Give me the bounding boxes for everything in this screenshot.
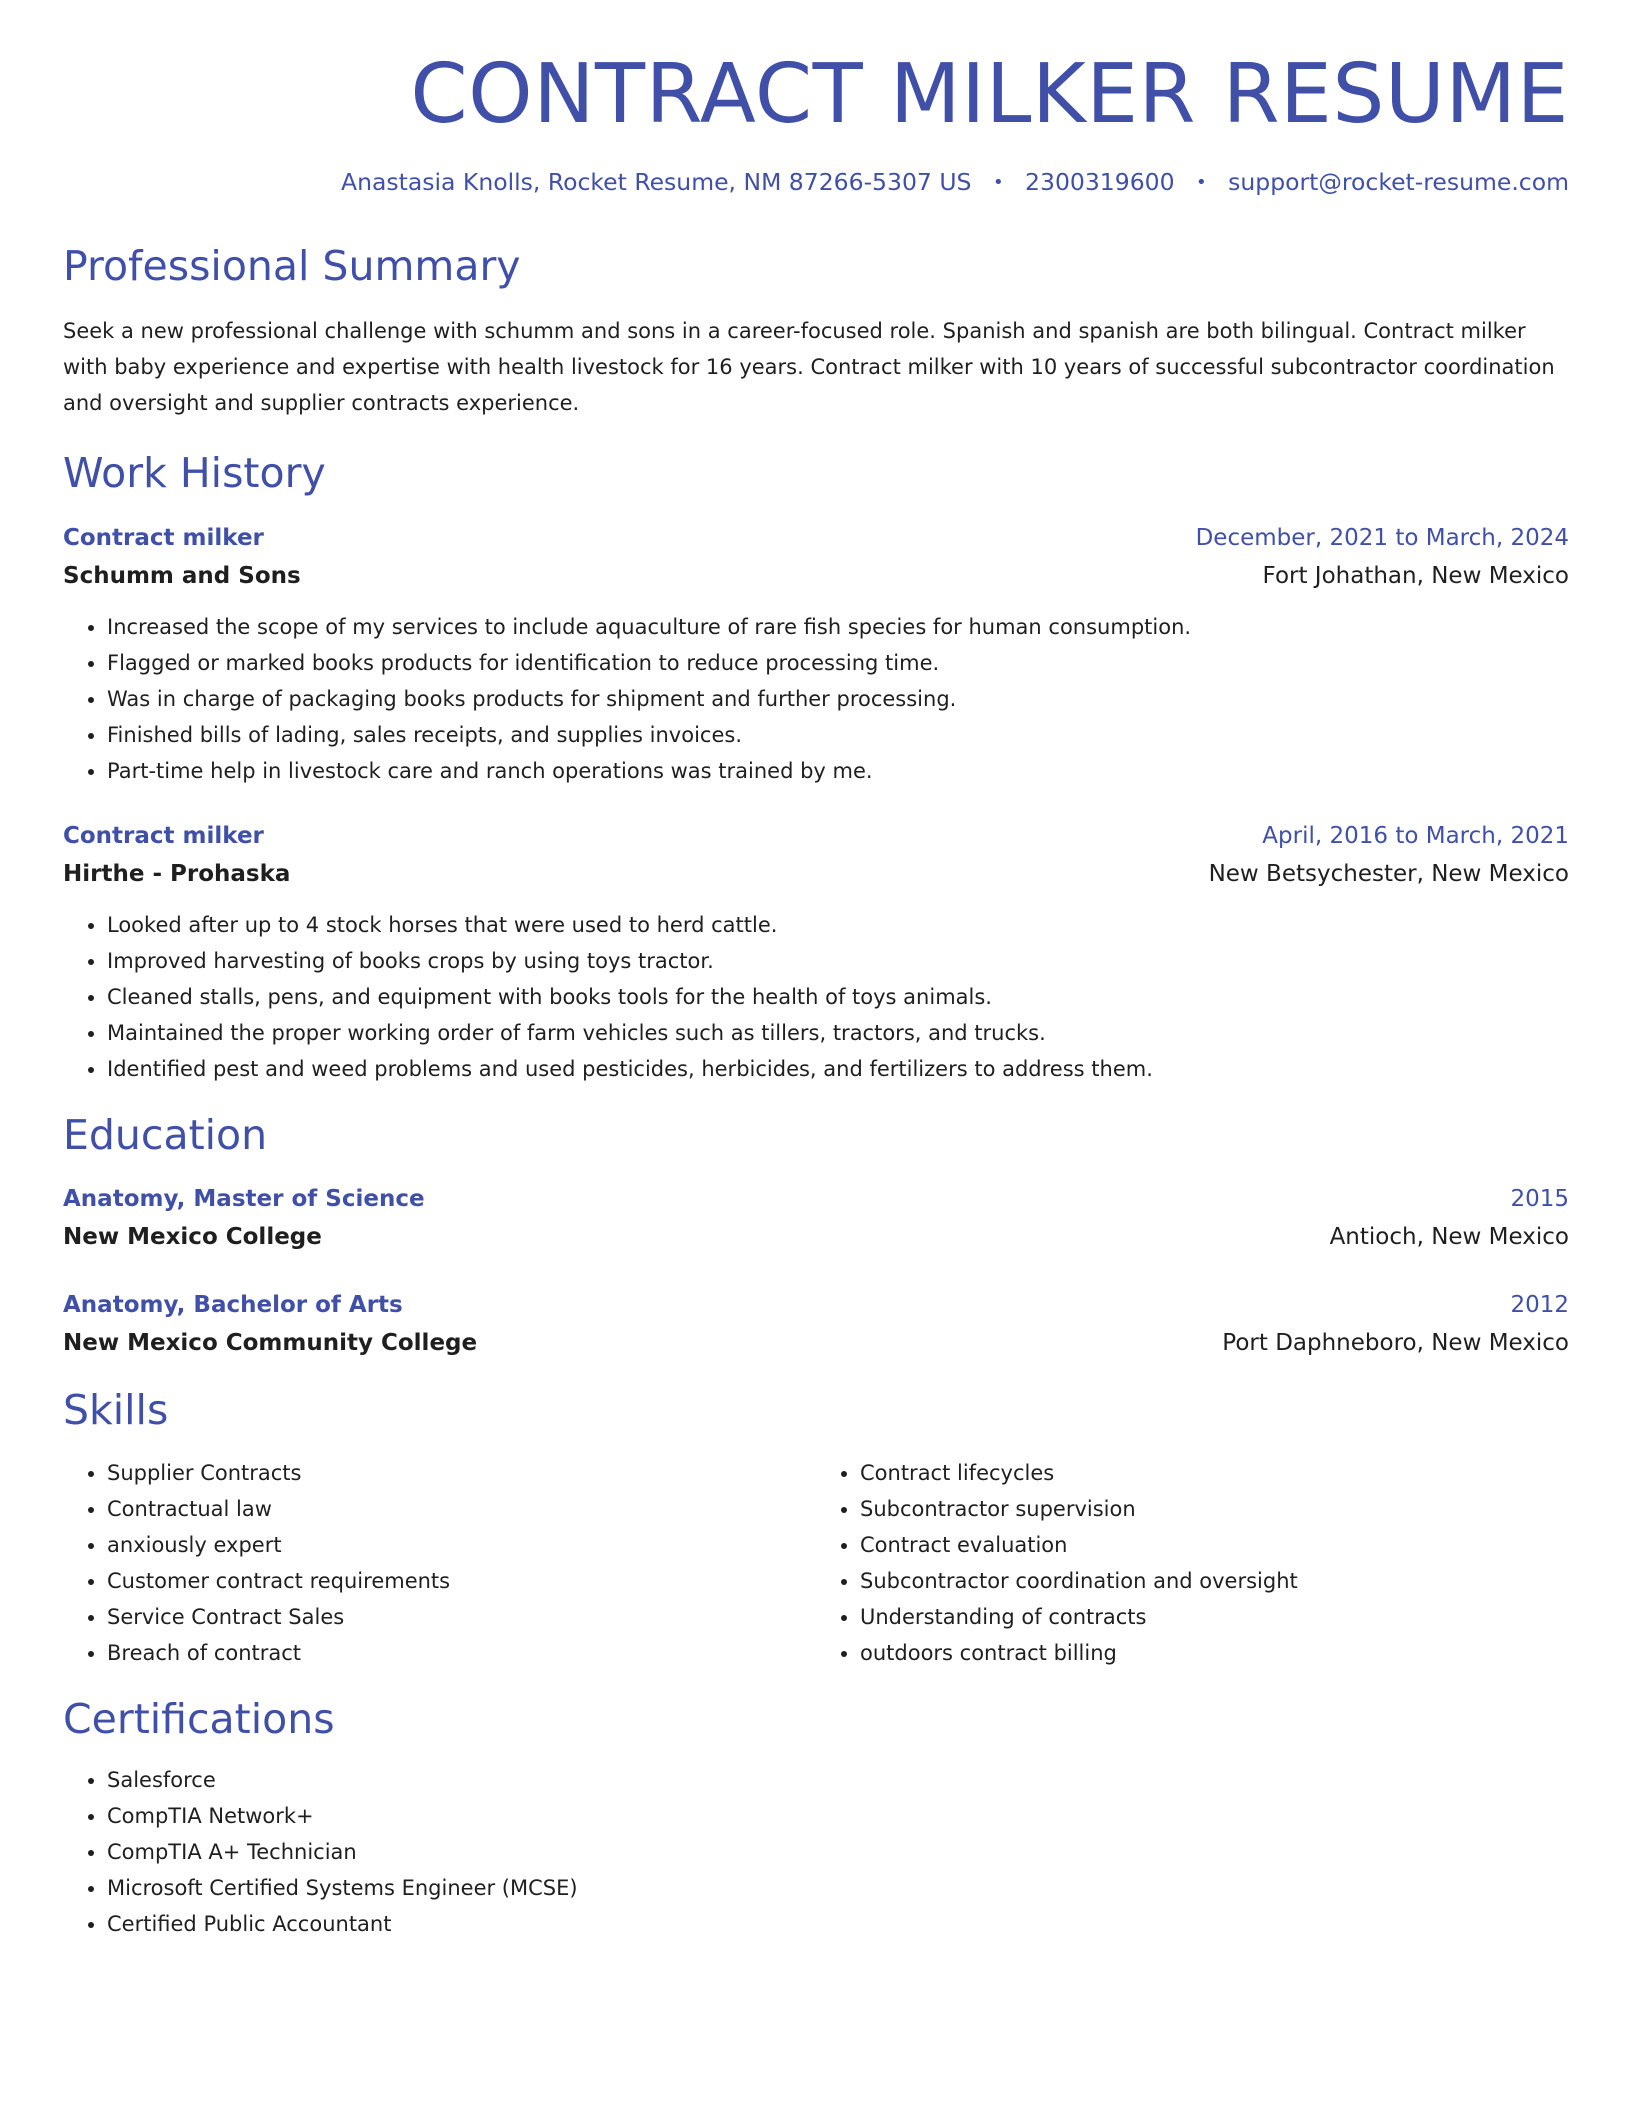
certifications-section: [63, 1695, 1569, 1942]
work-history-heading: Work History: [63, 449, 326, 498]
job-bullets: [63, 609, 1569, 789]
skills-columns: [63, 1455, 1569, 1671]
job-bullet: • Finished bills of lading, sales receipts, and supplies invoices.: [107, 717, 1569, 753]
job-title: Contract milker: [63, 524, 264, 551]
job-company: Hirthe - Prohaska: [63, 860, 291, 887]
job-title: Contract milker: [63, 822, 264, 849]
job-company: Schumm and Sons: [63, 562, 301, 589]
certification-item: • Microsoft Certified Systems Engineer (MCSE): [107, 1870, 1569, 1906]
skill-item: • Contract lifecycles: [860, 1455, 1569, 1491]
certifications-heading: Certifications: [63, 1694, 335, 1743]
education-entry: [63, 1180, 1569, 1256]
skill-item: • Breach of contract: [107, 1635, 816, 1671]
education-entry: [63, 1286, 1569, 1362]
education-location: Port Daphneboro, New Mexico: [1222, 1329, 1569, 1356]
education-year: 2012: [1510, 1291, 1569, 1318]
summary-heading: Professional Summary: [63, 242, 521, 291]
education-year: 2015: [1510, 1185, 1569, 1212]
skill-item: • Contractual law: [107, 1491, 816, 1527]
job-bullet: • Flagged or marked books products for identification to reduce processing time.: [107, 645, 1569, 681]
skills-column-right: [816, 1455, 1569, 1671]
work-history-section: [63, 449, 1569, 1086]
skill-item: • Subcontractor coordination and oversight: [860, 1563, 1569, 1599]
skill-item: • anxiously expert: [107, 1527, 816, 1563]
contact-address: Anastasia Knolls, Rocket Resume, NM 87266-5307 US: [341, 168, 972, 197]
job-bullet: • Improved harvesting of books crops by using toys tractor.: [107, 943, 1569, 979]
certification-item: • CompTIA Network+: [107, 1798, 1569, 1834]
education-school: New Mexico Community College: [63, 1329, 478, 1356]
job-bullet: • Maintained the proper working order of farm vehicles such as tillers, tractors, and trucks.: [107, 1015, 1569, 1051]
skill-item: • Customer contract requirements: [107, 1563, 816, 1599]
education-heading: Education: [63, 1110, 268, 1159]
job-location: Fort Johathan, New Mexico: [1262, 562, 1569, 589]
job-dates: December, 2021 to March, 2024: [1195, 524, 1569, 551]
skill-item: • Understanding of contracts: [860, 1599, 1569, 1635]
contact-line: [63, 168, 1569, 196]
job-bullet: • Identified pest and weed problems and used pesticides, herbicides, and fertilizers to address them.: [107, 1051, 1569, 1087]
skill-item: • Subcontractor supervision: [860, 1491, 1569, 1527]
contact-phone: 2300319600: [1025, 168, 1175, 197]
job-bullet: • Part-time help in livestock care and ranch operations was trained by me.: [107, 753, 1569, 789]
skill-item: • outdoors contract billing: [860, 1635, 1569, 1671]
job-bullet: • Increased the scope of my services to include aquaculture of rare fish species for human consumption.: [107, 609, 1569, 645]
contact-separator: •: [1196, 172, 1207, 194]
certification-item: • Certified Public Accountant: [107, 1906, 1569, 1942]
education-degree: Anatomy, Bachelor of Arts: [63, 1291, 403, 1318]
job-bullet: • Cleaned stalls, pens, and equipment with books tools for the health of toys animals.: [107, 979, 1569, 1015]
skills-heading: Skills: [63, 1385, 169, 1434]
job-bullets: [63, 907, 1569, 1087]
skill-item: • Contract evaluation: [860, 1527, 1569, 1563]
certification-item: • CompTIA A+ Technician: [107, 1834, 1569, 1870]
certifications-list: [63, 1762, 1569, 1942]
job-bullet: • Was in charge of packaging books products for shipment and further processing.: [107, 681, 1569, 717]
job-bullet: • Looked after up to 4 stock horses that were used to herd cattle.: [107, 907, 1569, 943]
education-location: Antioch, New Mexico: [1329, 1223, 1569, 1250]
certification-item: • Salesforce: [107, 1762, 1569, 1798]
job-entry: [63, 519, 1569, 789]
job-entry: [63, 817, 1569, 1087]
resume-header: [63, 0, 1569, 196]
job-dates: April, 2016 to March, 2021: [1262, 822, 1569, 849]
education-school: New Mexico College: [63, 1223, 322, 1250]
skill-item: • Service Contract Sales: [107, 1599, 816, 1635]
skills-section: [63, 1386, 1569, 1671]
contact-separator: •: [992, 172, 1004, 194]
summary-text: Seek a new professional challenge with schumm and sons in a career-focused role. Spanish and spanish are both bilingual. Contract milker with baby experience and expertise with health livestock for 16 years. Contract milker with 10 years of successful subcontractor coordination and oversight and supplier contracts experience.: [63, 319, 1555, 416]
skill-item: • Supplier Contracts: [107, 1455, 816, 1491]
resume-title: CONTRACT MILKER RESUME: [410, 47, 1569, 142]
education-section: [63, 1111, 1569, 1362]
skills-column-left: [63, 1455, 816, 1671]
contact-email[interactable]: support@rocket-resume.com: [1228, 168, 1569, 197]
education-degree: Anatomy, Master of Science: [63, 1185, 425, 1212]
job-location: New Betsychester, New Mexico: [1208, 860, 1569, 887]
